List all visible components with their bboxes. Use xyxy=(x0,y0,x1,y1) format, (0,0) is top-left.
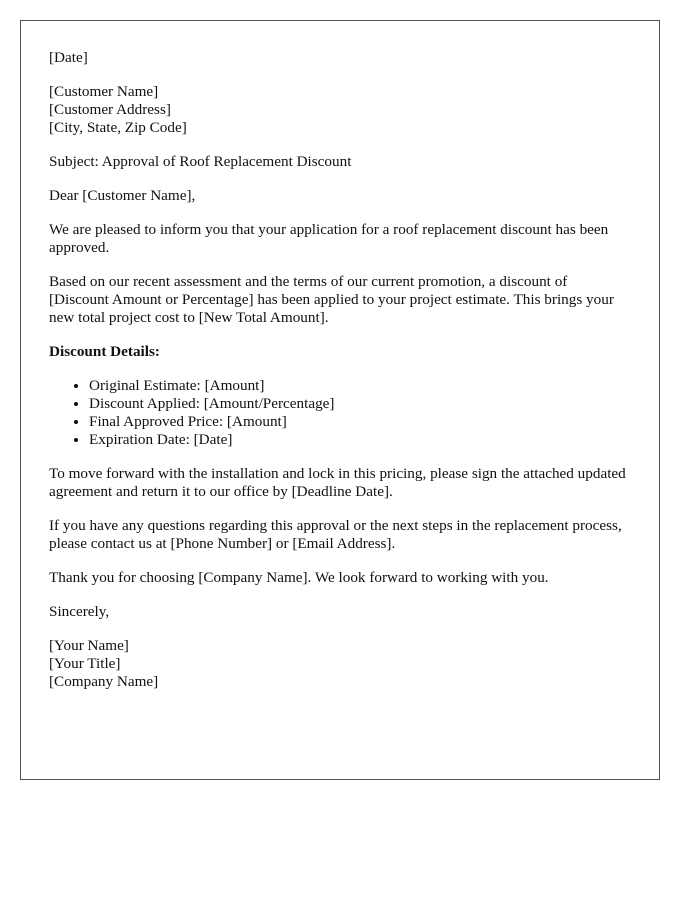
list-item: • Final Approved Price: [Amount] xyxy=(89,413,631,431)
recipient-city-state-zip: [City, State, Zip Code] xyxy=(49,119,187,136)
recipient-name: [Customer Name] xyxy=(49,83,159,100)
signature-company: [Company Name] xyxy=(49,673,159,690)
letter-date: [Date] xyxy=(49,49,88,66)
discount-details-list xyxy=(49,377,631,449)
intro-paragraph: We are pleased to inform you that your application for a roof replacement discount has been approved. xyxy=(49,221,609,256)
signature-title: [Your Title] xyxy=(49,655,121,672)
list-item: • Discount Applied: [Amount/Percentage] xyxy=(89,395,631,413)
letter-salutation: Dear [Customer Name], xyxy=(49,187,196,204)
recipient-block xyxy=(49,83,631,137)
thanks-paragraph: Thank you for choosing [Company Name]. We look forward to working with you. xyxy=(49,569,549,586)
recipient-address: [Customer Address] xyxy=(49,101,171,118)
signature-block xyxy=(49,637,631,691)
letter-document xyxy=(20,20,660,780)
assessment-paragraph: Based on our recent assessment and the terms of our current promotion, a discount of [Discount Amount or Percentage] has been applied to your project estimate. This brings your new total project cost to [New Total Amount]. xyxy=(49,273,614,326)
list-item: • Original Estimate: [Amount] xyxy=(89,377,631,395)
letter-subject: Subject: Approval of Roof Replacement Discount xyxy=(49,153,352,170)
questions-paragraph: If you have any questions regarding this approval or the next steps in the replacement process, please contact us at [Phone Number] or [Email Address]. xyxy=(49,517,622,552)
letter-signoff: Sincerely, xyxy=(49,603,110,620)
next-steps-paragraph: To move forward with the installation and lock in this pricing, please sign the attached updated agreement and return it to our office by [Deadline Date]. xyxy=(49,465,626,500)
signature-name: [Your Name] xyxy=(49,637,129,654)
discount-details-heading: Discount Details: xyxy=(49,343,160,360)
list-item: • Expiration Date: [Date] xyxy=(89,431,631,449)
